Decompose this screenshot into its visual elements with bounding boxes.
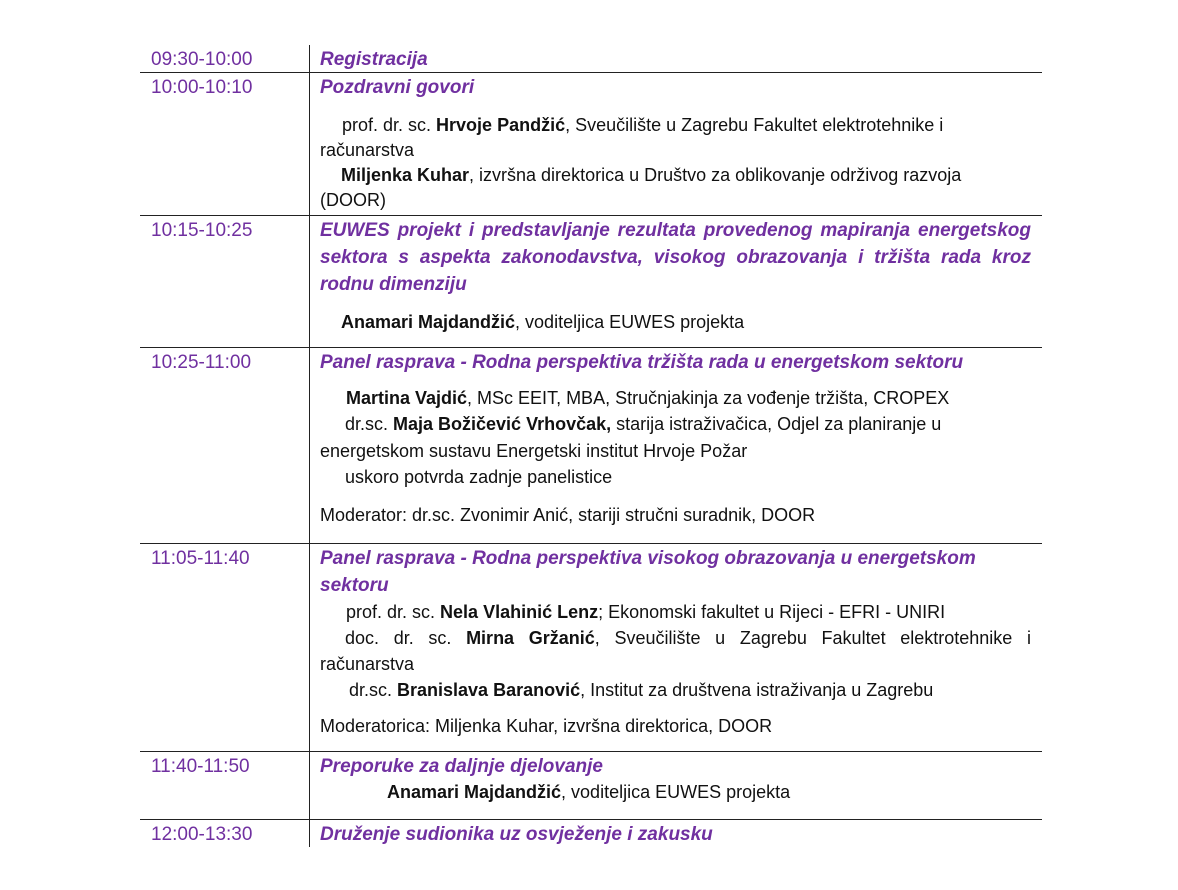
speaker-prefix: doc. dr. sc. <box>345 628 467 648</box>
speaker-name: Anamari Majdandžić <box>341 312 516 332</box>
time-slot: 11:40-11:50 <box>151 756 250 777</box>
speaker-line <box>320 113 1031 163</box>
panelist-line <box>320 411 1031 465</box>
agenda-row <box>140 543 1042 751</box>
panelist-line <box>320 625 1031 677</box>
session-title: Registracija <box>320 49 428 70</box>
time-slot: 11:05-11:40 <box>151 548 250 569</box>
agenda-row <box>140 819 1042 847</box>
speaker-name: Hrvoje Pandžić <box>436 115 566 135</box>
session-cell <box>309 45 1042 72</box>
session-cell <box>309 544 1042 751</box>
speaker-line <box>320 310 1031 335</box>
session-cell <box>309 752 1042 819</box>
speaker-affiliation: , voditeljica EUWES projekta <box>515 312 745 332</box>
speaker-name: Nela Vlahinić Lenz <box>440 602 599 622</box>
session-title: Preporuke za daljnje djelovanje <box>320 756 603 777</box>
speaker-affiliation: , Institut za društvena istraživanja u Zagrebu <box>580 680 934 700</box>
time-slot: 10:25-11:00 <box>151 352 252 373</box>
speaker-name: Anamari Majdandžić <box>387 782 562 802</box>
speaker-affiliation: , Sveučilište u Zagrebu Fakultet elektrotehnike i računarstva <box>320 628 1031 674</box>
speaker-line <box>320 780 1031 805</box>
speaker-line <box>320 163 1031 213</box>
speaker-name: Martina Vajdić <box>346 388 468 408</box>
agenda-row <box>140 751 1042 819</box>
speaker-affiliation: , Sveučilište u Zagrebu Fakultet elektrotehnike i računarstva <box>320 115 944 160</box>
moderator-line: Moderatorica: Miljenka Kuhar, izvršna direktorica, DOOR <box>320 716 773 736</box>
speaker-affiliation: , izvršna direktorica u Društvo za oblikovanje održivog razvoja (DOOR) <box>320 165 962 210</box>
speaker-prefix: dr.sc. <box>349 680 398 700</box>
agenda-row <box>140 45 1042 72</box>
time-slot: 12:00-13:30 <box>151 824 253 845</box>
session-title: EUWES projekt i predstavljanje rezultata provedenog mapiranja energetskog sektora s aspekta zakonodavstva, visokog obrazovanja i tržišta rada kroz rodnu dimenziju <box>320 220 1031 295</box>
speaker-name: Maja Božičević Vrhovčak, <box>393 414 612 434</box>
speaker-name: Mirna Gržanić <box>466 628 595 648</box>
agenda-row <box>140 72 1042 215</box>
agenda-table <box>140 45 1042 847</box>
speaker-prefix: prof. dr. sc. <box>346 602 441 622</box>
session-cell <box>309 216 1042 347</box>
moderator-line: Moderator: dr.sc. Zvonimir Anić, stariji stručni suradnik, DOOR <box>320 505 816 525</box>
speaker-affiliation: , MSc EEIT, MBA, Stručnjakinja za vođenje tržišta, CROPEX <box>467 388 950 408</box>
panelist-line <box>320 386 1031 411</box>
time-slot: 10:00-10:10 <box>151 77 253 98</box>
session-cell <box>309 348 1042 543</box>
panelist-line <box>320 599 1031 625</box>
session-title: Pozdravni govori <box>320 77 475 98</box>
speaker-affiliation: starija istraživačica, Odjel za planiranje u energetskom sustavu Energetski institut Hrvoje Požar <box>320 414 942 461</box>
speaker-prefix: dr.sc. <box>345 414 394 434</box>
time-slot: 09:30-10:00 <box>151 49 253 70</box>
session-title: Panel rasprava - Rodna perspektiva visokog obrazovanja u energetskom sektoru <box>320 548 976 596</box>
agenda-row <box>140 347 1042 543</box>
panelist-line <box>320 677 1031 704</box>
agenda-row <box>140 215 1042 347</box>
time-slot: 10:15-10:25 <box>151 220 253 241</box>
session-cell <box>309 820 1042 847</box>
session-title: Druženje sudionika uz osvježenje i zakusku <box>320 824 713 845</box>
speaker-name: Miljenka Kuhar <box>341 165 470 185</box>
speaker-prefix: prof. dr. sc. <box>342 115 437 135</box>
session-title: Panel rasprava - Rodna perspektiva tržišta rada u energetskom sektoru <box>320 352 964 373</box>
speaker-name: Branislava Baranović <box>397 680 581 700</box>
panelist-line: uskoro potvrda zadnje panelistice <box>345 467 613 487</box>
speaker-affiliation: ; Ekonomski fakultet u Rijeci - EFRI - UNIRI <box>598 602 946 622</box>
session-cell <box>309 73 1042 215</box>
speaker-affiliation: , voditeljica EUWES projekta <box>561 782 791 802</box>
